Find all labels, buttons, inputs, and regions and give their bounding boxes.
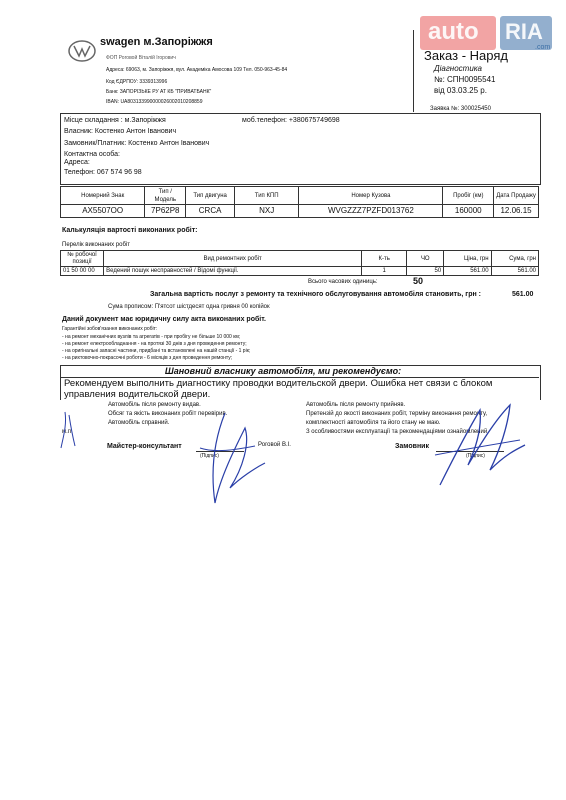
request-number: Заявка №: 300025450 — [430, 106, 491, 112]
watermark-domain: .com — [535, 44, 551, 51]
info-place: Місце складання : м.Запоріжжя — [64, 117, 166, 124]
sign-hint-left: (Підпис) — [200, 453, 219, 459]
total-value: 561.00 — [512, 291, 534, 298]
vehicle-header-cell: Пробіг (км) — [443, 187, 494, 205]
vehicle-header-cell: Дата Продажу — [494, 187, 539, 205]
order-title: Заказ - Наряд — [424, 48, 508, 63]
sign-hint-right: (Підпис) — [466, 453, 485, 459]
vehicle-model: 7P62P8 — [145, 205, 186, 218]
total-words: Сума прописом: П'ятсот шістдесят одна гривня 00 копійок — [108, 304, 270, 310]
work-hours: 50 — [407, 267, 444, 276]
works-header-cell: Вид ремонтних робіт — [104, 251, 362, 267]
footer-left-line: Автомобіль справний. — [108, 420, 170, 426]
order-date: від 03.03.25 р. — [434, 86, 487, 95]
works-table — [60, 250, 539, 276]
master-signature-icon — [185, 408, 275, 508]
company-line: IBAN: UA803133990000026002010208859 — [106, 99, 203, 105]
order-number: №: СПН0095541 — [434, 75, 496, 84]
recommend-title: Шановний власнику автомобіля, ми рекомендуємо: — [164, 366, 402, 376]
vehicle-vin: WVGZZZ7PZFD013762 — [299, 205, 443, 218]
info-customer: Замовник/Платник: Костенко Антон Іванович — [64, 140, 210, 147]
work-quantity: 1 — [362, 267, 407, 276]
vehicle-header-cell: Тип двигуна — [186, 187, 235, 205]
vehicle-header-cell: Номер Кузова — [299, 187, 443, 205]
legal-title: Даний документ має юридичну силу акта виконаних робіт. — [62, 316, 266, 323]
works-header-cell: Ціна, грн — [444, 251, 491, 267]
info-contact: Контактна особа: — [64, 151, 120, 158]
footer-right-line: Автомобіль після ремонту прийняв. — [306, 402, 406, 408]
vehicle-header-cell: Тип / Модель — [145, 187, 186, 205]
vehicle-plate: AX5507OO — [61, 205, 145, 218]
work-sum: 561.00 — [491, 267, 538, 276]
company-line: ФОП Роговой Віталій Ігорович — [106, 55, 176, 61]
total-label: Загальна вартість послуг з ремонту та технічного обслуговування автомобіля становить, грн : — [150, 291, 481, 298]
works-header-cell: Сума, грн — [491, 251, 538, 267]
footer-left-line: Автомобіль після ремонту видав. — [108, 402, 201, 408]
works-header-cell: К-ть — [362, 251, 407, 267]
vw-logo-icon — [68, 40, 96, 62]
hours-value: 50 — [413, 276, 424, 286]
vehicle-header-cell: Номерний Знак — [61, 187, 145, 205]
order-subtitle: Діагностика — [434, 64, 482, 73]
customer-signature-icon — [420, 395, 530, 495]
company-title: swagen м.Запоріжжя — [100, 36, 213, 48]
legal-line: Гарантійні зобов'язання виконаних робіт: — [62, 326, 158, 332]
vehicle-engine: CRCA — [186, 205, 235, 218]
works-header-cell: № робочої позиції — [61, 251, 104, 267]
works-table-header — [61, 251, 539, 267]
company-line: Адреса: 69063, м. Запоріжжя, вул. Академіка Амосова 109 Тел. 050-963-45-84 — [106, 67, 288, 73]
info-address: Адреса: — [64, 159, 90, 166]
legal-line: - на оригінальні запасні частини, придбані та встановлені на нашій станції - 1 рік; — [62, 348, 251, 354]
footer-right-line: комплектності автомобіля та його стану не маю. — [306, 420, 441, 426]
works-list-title: Перелік виконаних робіт — [62, 242, 130, 248]
footer-left-line: Обсяг та якість виконаних робіт перевірив. — [108, 411, 228, 417]
footer-right-line: З особливостями експлуатації та рекомендаціями ознайомлений. — [306, 429, 489, 435]
work-description: Ведений пошук несправностей / Відомі функції. — [104, 267, 362, 276]
watermark-ria-text: RIA — [505, 19, 543, 44]
vehicle-table — [60, 186, 539, 218]
work-code: 01 50 00 00 — [61, 267, 104, 276]
stamp-mark-icon — [55, 410, 85, 450]
calc-title: Калькуляція вартості виконаних робіт: — [62, 227, 198, 234]
stamp-place: м.п. — [62, 429, 73, 435]
legal-line: - на рихтовочно-покрасочні роботи - 6 місяців з дня проведення ремонту; — [62, 355, 233, 361]
info-mobile: моб.телефон: +380675749698 — [242, 117, 340, 124]
legal-line: - на ремонт механічних вузлів та агрегатів - при пробігу не більше 10 000 км; — [62, 334, 241, 340]
vehicle-table-row — [61, 205, 539, 218]
vehicle-table-header — [61, 187, 539, 205]
footer-right-line: Претензій до якості виконаних робіт, терміну виконання ремонту, — [306, 411, 488, 417]
hours-label: Всього часових одиниць: — [308, 279, 378, 285]
work-price: 561.00 — [444, 267, 491, 276]
company-line: Код ЄДРПОУ: 3339313996 — [106, 79, 168, 85]
vehicle-mileage: 160000 — [443, 205, 494, 218]
customer-label: Замовник — [395, 443, 429, 450]
works-header-cell: ЧО — [407, 251, 444, 267]
vehicle-header-cell: Тип КПП — [235, 187, 299, 205]
vehicle-gearbox: NXJ — [235, 205, 299, 218]
company-line: Банк: ЗАПОРІЗЬКЕ РУ АТ КБ "ПРИВАТБАНК" — [106, 89, 212, 95]
master-label: Майстер-консультант — [107, 443, 182, 450]
master-name: Роговой В.І. — [258, 442, 291, 448]
watermark-auto-text: auto — [428, 18, 479, 45]
info-phone: Телефон: 067 574 96 98 — [64, 169, 142, 176]
legal-line: - на ремонт електрообладнання - на протязі 30 днів з дня проведення ремонту; — [62, 341, 247, 347]
vehicle-sale-date: 12.06.15 — [494, 205, 539, 218]
info-owner: Власник: Костенко Антон Іванович — [64, 128, 177, 135]
recommend-text: Рекомендуем выполнить диагностику проводки водительской двери. Ошибка нет связи с блоком управления водительской двери. — [64, 378, 493, 400]
works-table-row — [61, 267, 539, 276]
